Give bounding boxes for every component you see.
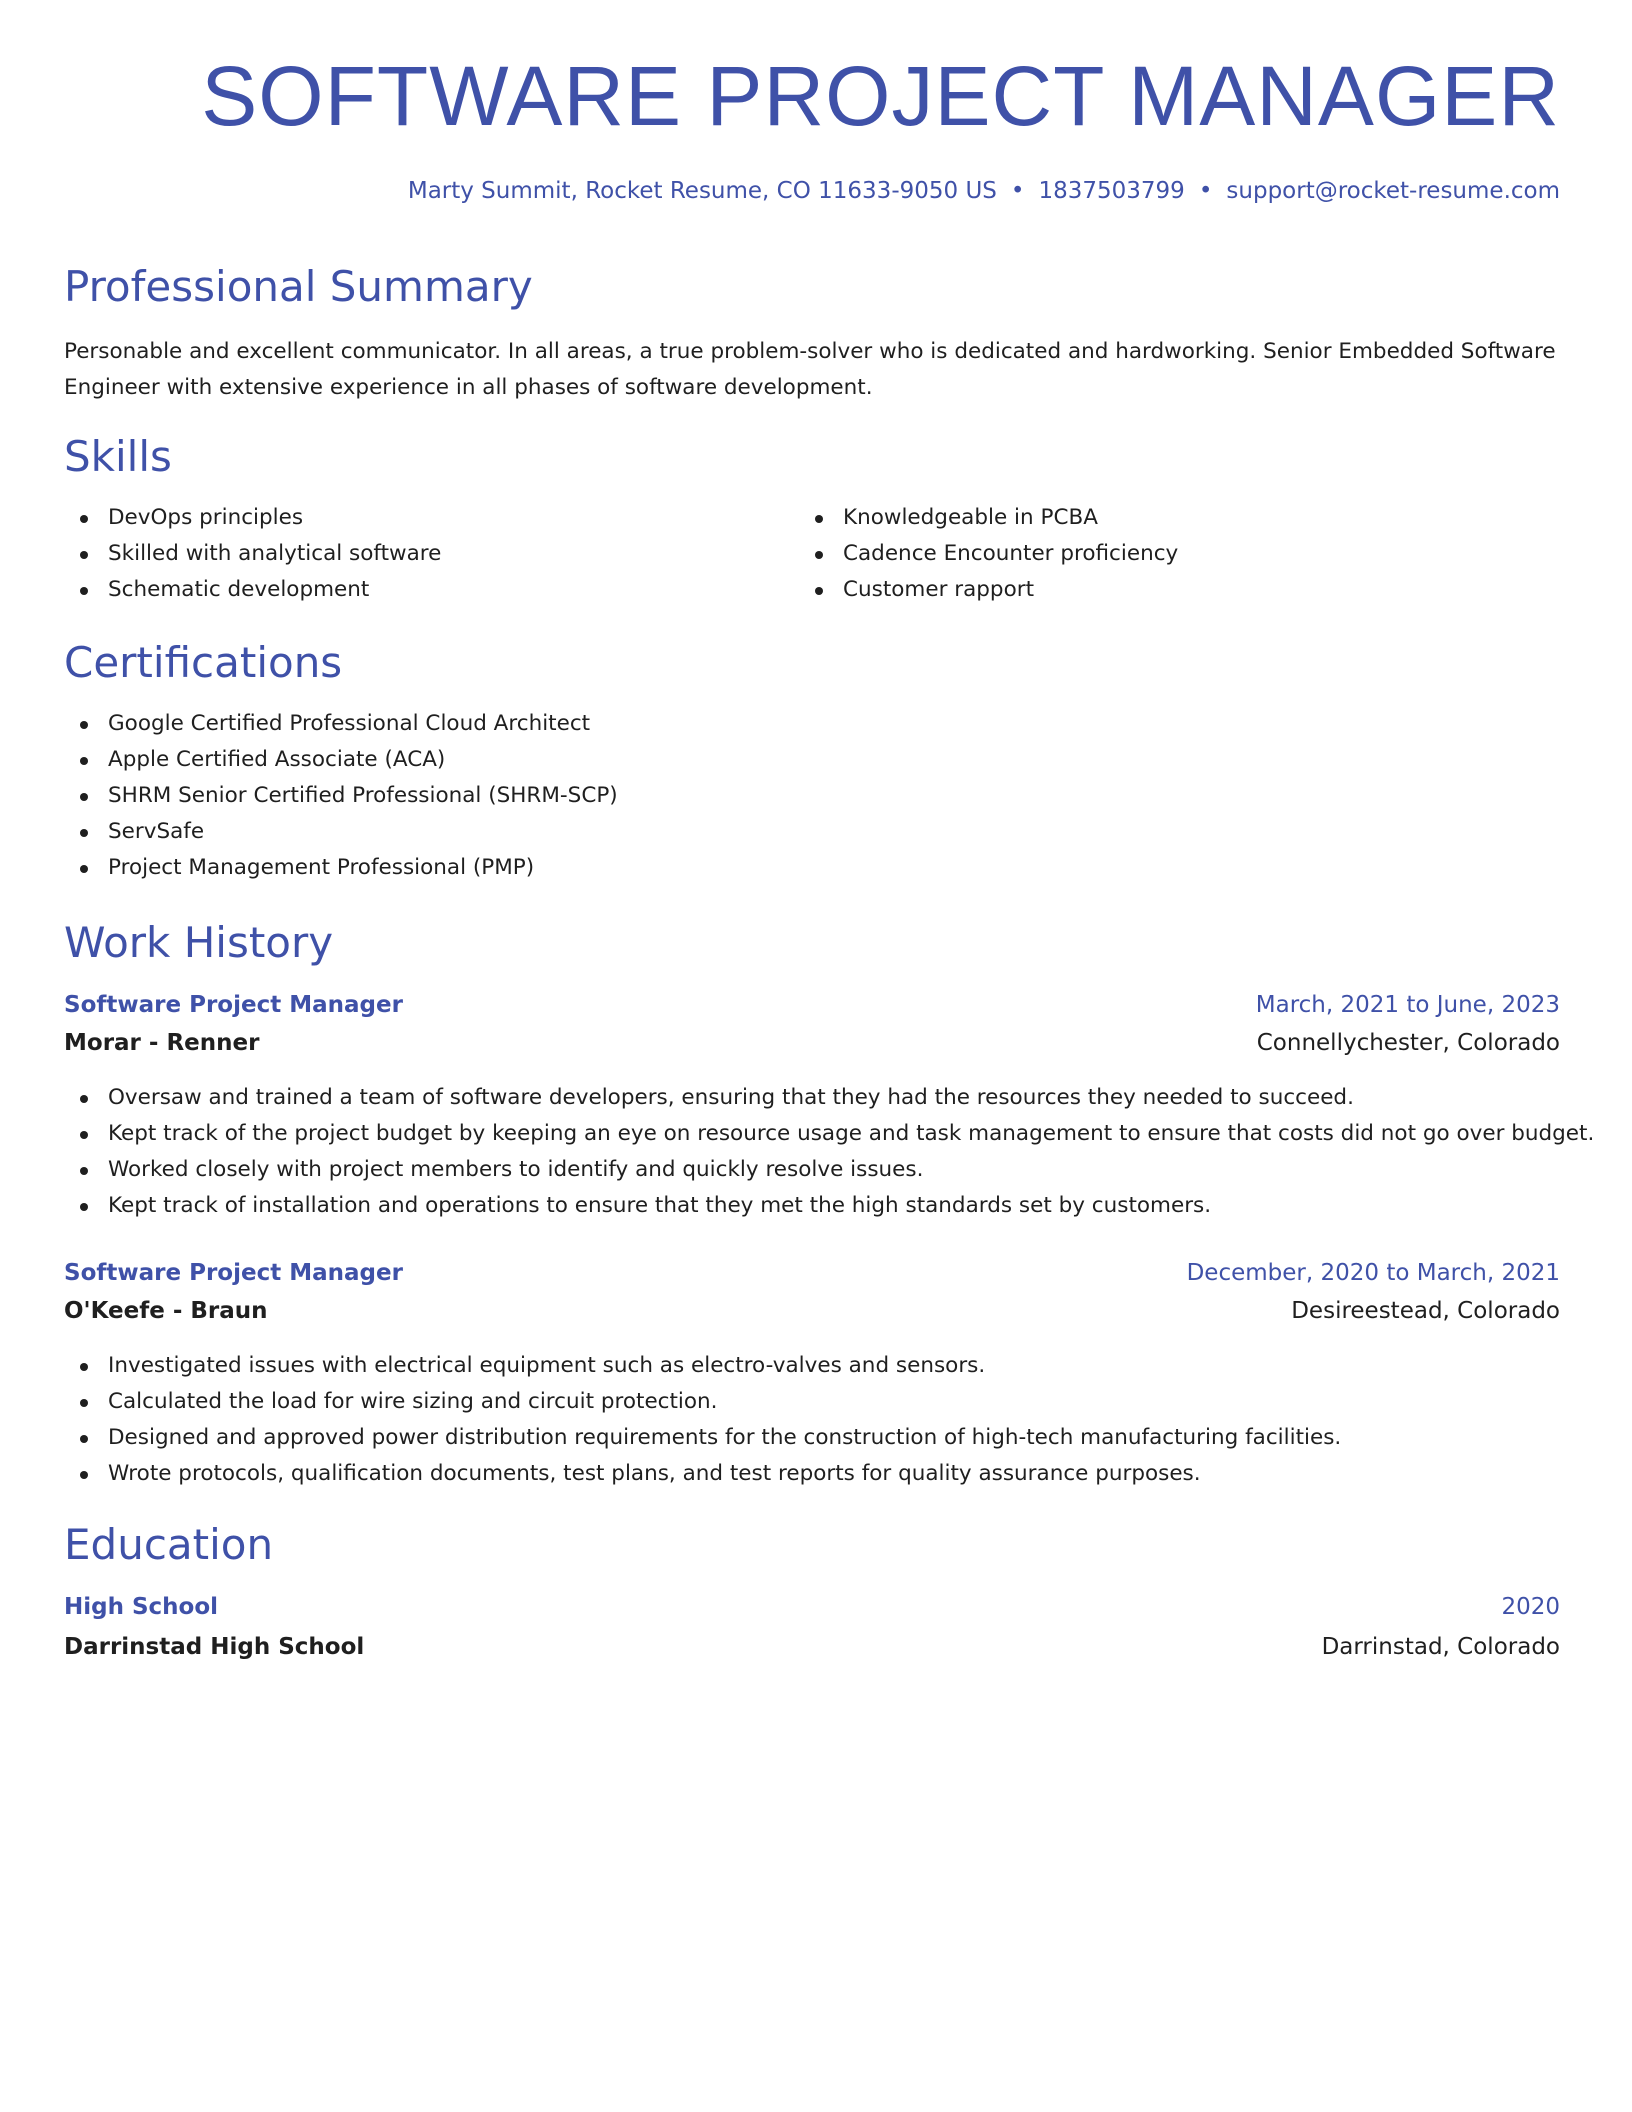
job-header-row <box>64 990 1560 1020</box>
job-company: Morar - Renner <box>64 1030 260 1056</box>
job-bullets <box>64 1348 1341 1492</box>
contact-line <box>408 180 1560 203</box>
job-location: Connellychester, Colorado <box>1256 1030 1560 1056</box>
job-company-row <box>64 1296 1560 1326</box>
education-school: Darrinstad High School <box>64 1634 365 1660</box>
contact-phone: 1837503799 <box>1038 178 1185 204</box>
job-header-row <box>64 1258 1560 1288</box>
list-item: Apple Certified Associate (ACA) <box>64 742 618 778</box>
job-title: Software Project Manager <box>64 992 403 1018</box>
education-year: 2020 <box>1501 1594 1560 1620</box>
education-heading: Education <box>64 1520 274 1569</box>
list-item: SHRM Senior Certified Professional (SHRM-SCP) <box>64 778 618 814</box>
job-company-row <box>64 1028 1560 1058</box>
list-item: Calculated the load for wire sizing and circuit protection. <box>64 1384 1341 1420</box>
education-location: Darrinstad, Colorado <box>1321 1634 1560 1660</box>
list-item: DevOps principles <box>64 500 441 536</box>
skills-list-left <box>64 500 441 608</box>
list-item: ServSafe <box>64 814 618 850</box>
summary-text: Personable and excellent communicator. In all areas, a true problem-solver who is dedicated and hardworking. Senior Embedded Software Engineer with extensive experience in all phases of software development. <box>64 339 1556 400</box>
contact-email[interactable]: support@rocket-resume.com <box>1226 178 1560 204</box>
certifications-heading: Certifications <box>64 638 343 687</box>
work-history-heading: Work History <box>64 918 334 967</box>
list-item: Schematic development <box>64 572 441 608</box>
list-item: Investigated issues with electrical equipment such as electro-valves and sensors. <box>64 1348 1341 1384</box>
separator-dot: • <box>1198 178 1213 204</box>
list-item: Oversaw and trained a team of software developers, ensuring that they had the resources they needed to succeed. <box>64 1080 1594 1116</box>
separator-dot: • <box>1010 178 1025 204</box>
skills-list-right <box>799 500 1178 608</box>
list-item: Skilled with analytical software <box>64 536 441 572</box>
education-degree: High School <box>64 1594 219 1620</box>
job-bullets <box>64 1080 1594 1224</box>
job-dates: March, 2021 to June, 2023 <box>1255 992 1560 1018</box>
job-company: O'Keefe - Braun <box>64 1298 268 1324</box>
job-location: Desireestead, Colorado <box>1291 1298 1560 1324</box>
job-title: Software Project Manager <box>64 1260 403 1286</box>
contact-address: Marty Summit, Rocket Resume, CO 11633-9050 US <box>407 178 997 204</box>
list-item: Knowledgeable in PCBA <box>799 500 1178 536</box>
list-item: Designed and approved power distribution requirements for the construction of high-tech manufacturing facilities. <box>64 1420 1341 1456</box>
list-item: Kept track of installation and operations to ensure that they met the high standards set by customers. <box>64 1188 1594 1224</box>
education-header-row <box>64 1592 1560 1622</box>
list-item: Google Certified Professional Cloud Architect <box>64 706 618 742</box>
skills-heading: Skills <box>64 432 172 481</box>
list-item: Kept track of the project budget by keeping an eye on resource usage and task management to ensure that costs did not go over budget. <box>64 1116 1594 1152</box>
resume-name-title: SOFTWARE PROJECT MANAGER <box>201 49 1560 143</box>
list-item: Project Management Professional (PMP) <box>64 850 618 886</box>
list-item: Worked closely with project members to identify and quickly resolve issues. <box>64 1152 1594 1188</box>
list-item: Cadence Encounter proficiency <box>799 536 1178 572</box>
job-dates: December, 2020 to March, 2021 <box>1186 1260 1560 1286</box>
certifications-list <box>64 706 618 886</box>
summary-heading: Professional Summary <box>64 262 533 311</box>
list-item: Wrote protocols, qualification documents, test plans, and test reports for quality assurance purposes. <box>64 1456 1341 1492</box>
list-item: Customer rapport <box>799 572 1178 608</box>
education-school-row <box>64 1632 1560 1662</box>
